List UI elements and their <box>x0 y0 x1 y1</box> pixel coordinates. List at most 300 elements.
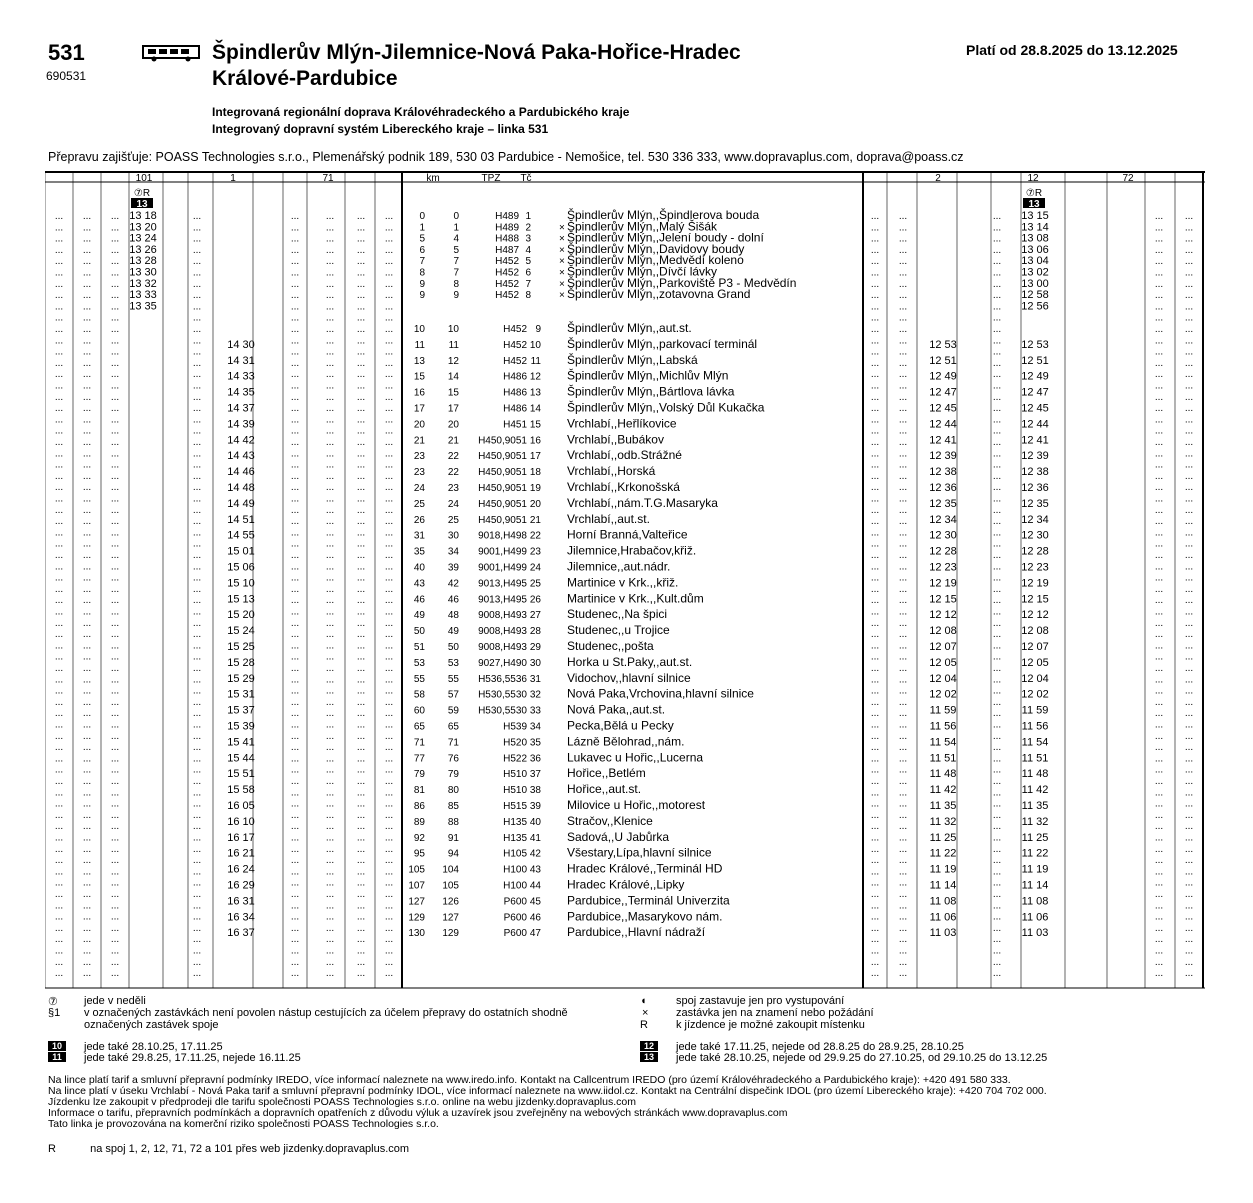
empty-cell-dots: ... <box>384 606 394 618</box>
empty-cell-dots: ... <box>992 708 1002 720</box>
empty-cell-dots: ... <box>110 889 120 900</box>
empty-cell-dots: ... <box>870 369 880 381</box>
footer-line1: Na lince platí tarif a smluvní přepravní podmínky IREDO, více informací naleznete na www.iredo.info. Kontakt na Callcentrum IREDO (pro území Královéhradeckého a Pardubického kraje): +420 491 580 333. <box>48 1074 1011 1086</box>
empty-cell-dots: ... <box>82 470 92 482</box>
empty-cell-dots: ... <box>54 809 64 821</box>
empty-cell-dots: ... <box>870 595 880 607</box>
stop-tpz: H100 <box>503 864 527 876</box>
empty-cell-dots: ... <box>82 889 92 900</box>
empty-cell-dots: ... <box>82 617 92 629</box>
time-12: 12 08 <box>1021 625 1049 638</box>
empty-cell-dots: ... <box>992 753 1002 765</box>
empty-cell-dots: ... <box>992 561 1002 573</box>
tpz-header: TPZ <box>481 173 501 184</box>
empty-cell-dots: ... <box>870 719 880 731</box>
empty-cell-dots: ... <box>356 934 366 946</box>
empty-cell-dots: ... <box>325 572 335 584</box>
empty-cell-dots: ... <box>54 583 64 595</box>
stop-name: Špindlerův Mlýn,,Medvědí koleno <box>567 253 744 268</box>
empty-cell-dots: ... <box>1184 843 1194 855</box>
empty-cell-dots: ... <box>54 414 64 426</box>
time-101: 13 30 <box>129 266 157 279</box>
empty-cell-dots: ... <box>1154 583 1164 595</box>
empty-cell-dots: ... <box>192 708 202 720</box>
empty-cell-dots: ... <box>898 809 908 821</box>
empty-cell-dots: ... <box>325 278 335 290</box>
stop-tc: 26 <box>529 594 541 606</box>
empty-cell-dots: ... <box>1184 312 1194 324</box>
empty-cell-dots: ... <box>192 448 202 460</box>
empty-cell-dots: ... <box>870 798 880 810</box>
empty-cell-dots: ... <box>54 448 64 460</box>
empty-cell-dots: ... <box>356 527 366 539</box>
stop-km1: 127 <box>408 896 425 908</box>
empty-cell-dots: ... <box>992 843 1002 855</box>
stop-name: Špindlerův Mlýn,,Dívčí lávky <box>567 264 718 279</box>
empty-cell-dots: ... <box>898 414 908 426</box>
empty-cell-dots: ... <box>898 572 908 584</box>
stop-tc: 13 <box>529 387 541 399</box>
empty-cell-dots: ... <box>898 459 908 471</box>
stop-tpz: 9027,H490 <box>478 657 527 669</box>
empty-cell-dots: ... <box>82 651 92 663</box>
empty-cell-dots: ... <box>1184 855 1194 867</box>
empty-cell-dots: ... <box>1154 233 1164 245</box>
time-1: 14 31 <box>227 354 255 367</box>
empty-cell-dots: ... <box>384 550 394 561</box>
empty-cell-dots: ... <box>1184 233 1194 245</box>
empty-cell-dots: ... <box>110 719 120 731</box>
time-2: 12 30 <box>929 529 957 542</box>
empty-cell-dots: ... <box>290 369 300 381</box>
empty-cell-dots: ... <box>870 380 880 392</box>
empty-cell-dots: ... <box>870 617 880 629</box>
empty-cell-dots: ... <box>54 301 64 313</box>
line-number: 531 <box>48 40 85 65</box>
empty-cell-dots: ... <box>54 629 64 641</box>
empty-cell-dots: ... <box>356 640 366 652</box>
empty-cell-dots: ... <box>290 764 300 776</box>
empty-cell-dots: ... <box>54 244 64 256</box>
empty-cell-dots: ... <box>325 448 335 460</box>
empty-cell-dots: ... <box>54 606 64 618</box>
empty-cell-dots: ... <box>1154 256 1164 268</box>
empty-cell-dots: ... <box>356 674 366 686</box>
empty-cell-dots: ... <box>870 244 880 256</box>
empty-cell-dots: ... <box>1184 211 1194 222</box>
request-stop-mark: × <box>559 267 565 279</box>
empty-cell-dots: ... <box>110 617 120 629</box>
empty-cell-dots: ... <box>870 832 880 844</box>
time-2: 11 03 <box>929 927 957 940</box>
empty-cell-dots: ... <box>898 922 908 934</box>
empty-cell-dots: ... <box>356 550 366 561</box>
empty-cell-dots: ... <box>1154 855 1164 867</box>
time-2: 12 49 <box>929 370 957 383</box>
empty-cell-dots: ... <box>110 742 120 754</box>
time-12: 12 47 <box>1021 386 1049 399</box>
empty-cell-dots: ... <box>54 267 64 279</box>
empty-cell-dots: ... <box>898 233 908 245</box>
empty-cell-dots: ... <box>325 696 335 708</box>
empty-cell-dots: ... <box>192 730 202 742</box>
stop-tc: 11 <box>530 355 541 367</box>
empty-cell-dots: ... <box>192 843 202 855</box>
stop-km1: 24 <box>413 483 425 494</box>
stop-km2: 88 <box>447 816 459 828</box>
empty-cell-dots: ... <box>992 968 1002 980</box>
empty-cell-dots: ... <box>54 233 64 245</box>
empty-cell-dots: ... <box>82 459 92 471</box>
stop-tpz: H510 <box>503 785 527 797</box>
empty-cell-dots: ... <box>192 685 202 697</box>
empty-cell-dots: ... <box>898 866 908 878</box>
empty-cell-dots: ... <box>356 448 366 460</box>
empty-cell-dots: ... <box>992 267 1002 279</box>
empty-cell-dots: ... <box>356 437 366 448</box>
empty-cell-dots: ... <box>82 244 92 256</box>
legend-r-text: k jízdence je možné zakoupit místenku <box>676 1019 865 1031</box>
stop-tpz: P600 <box>503 896 527 908</box>
empty-cell-dots: ... <box>192 516 202 528</box>
empty-cell-dots: ... <box>290 696 300 708</box>
empty-cell-dots: ... <box>325 425 335 437</box>
empty-cell-dots: ... <box>1184 922 1194 934</box>
stop-name: Špindlerův Mlýn,,Volský Důl Kukačka <box>567 400 765 415</box>
empty-cell-dots: ... <box>870 278 880 290</box>
empty-cell-dots: ... <box>54 527 64 539</box>
stop-tpz: H452 <box>503 339 527 351</box>
empty-cell-dots: ... <box>192 629 202 641</box>
empty-cell-dots: ... <box>82 922 92 934</box>
time-2: 12 12 <box>929 609 957 622</box>
empty-cell-dots: ... <box>325 889 335 900</box>
stop-km1: 77 <box>413 753 425 765</box>
empty-cell-dots: ... <box>54 561 64 573</box>
empty-cell-dots: ... <box>898 256 908 268</box>
time-12: 11 54 <box>1021 736 1049 749</box>
empty-cell-dots: ... <box>110 911 120 923</box>
empty-cell-dots: ... <box>325 324 335 335</box>
empty-cell-dots: ... <box>384 403 394 415</box>
stop-km2: 34 <box>447 546 459 558</box>
stop-name: Špindlerův Mlýn,,Davidovy boudy <box>567 241 745 256</box>
empty-cell-dots: ... <box>325 290 335 302</box>
empty-cell-dots: ... <box>356 696 366 708</box>
stop-km1: 60 <box>413 705 425 717</box>
stop-tpz: H536,5536 <box>478 673 527 685</box>
empty-cell-dots: ... <box>110 346 120 358</box>
stop-km2: 94 <box>447 848 459 860</box>
time-12: 12 34 <box>1021 513 1049 526</box>
empty-cell-dots: ... <box>290 674 300 686</box>
empty-cell-dots: ... <box>870 821 880 833</box>
empty-cell-dots: ... <box>992 324 1002 335</box>
stop-tc: 44 <box>529 880 541 892</box>
empty-cell-dots: ... <box>992 730 1002 742</box>
empty-cell-dots: ... <box>82 391 92 403</box>
empty-cell-dots: ... <box>870 346 880 358</box>
empty-cell-dots: ... <box>870 640 880 652</box>
empty-cell-dots: ... <box>870 312 880 324</box>
stop-name: Pardubice,,Terminál Univerzita <box>567 893 730 908</box>
request-stop-mark: × <box>559 256 565 268</box>
time-2: 11 51 <box>929 752 957 765</box>
stop-km2: 21 <box>447 435 459 447</box>
empty-cell-dots: ... <box>870 934 880 946</box>
empty-cell-dots: ... <box>1184 391 1194 403</box>
empty-cell-dots: ... <box>384 889 394 900</box>
time-12: 11 48 <box>1021 768 1049 781</box>
stop-name: Špindlerův Mlýn,,zotavovna Grand <box>567 287 751 302</box>
empty-cell-dots: ... <box>1184 459 1194 471</box>
time-101: 13 33 <box>129 289 157 302</box>
stop-tc: 36 <box>529 753 541 765</box>
empty-cell-dots: ... <box>290 414 300 426</box>
time-1: 16 17 <box>227 831 255 844</box>
time-1: 14 37 <box>227 402 255 415</box>
stop-name: Vrchlabí,,Bubákov <box>567 432 664 447</box>
empty-cell-dots: ... <box>356 425 366 437</box>
empty-cell-dots: ... <box>192 934 202 946</box>
empty-cell-dots: ... <box>898 730 908 742</box>
empty-cell-dots: ... <box>54 685 64 697</box>
empty-cell-dots: ... <box>1154 606 1164 618</box>
empty-cell-dots: ... <box>54 956 64 968</box>
empty-cell-dots: ... <box>898 211 908 222</box>
time-2: 12 15 <box>929 593 957 606</box>
stop-km2: 42 <box>447 578 459 590</box>
empty-cell-dots: ... <box>898 934 908 946</box>
time-12: 12 19 <box>1021 577 1049 590</box>
empty-cell-dots: ... <box>110 595 120 607</box>
time-1: 15 31 <box>227 688 255 701</box>
trip-header-101: 101 <box>135 173 153 184</box>
stop-name: Milovice u Hořic,,motorest <box>567 798 706 812</box>
empty-cell-dots: ... <box>384 708 394 720</box>
empty-cell-dots: ... <box>325 945 335 957</box>
empty-cell-dots: ... <box>992 493 1002 505</box>
empty-cell-dots: ... <box>110 764 120 776</box>
empty-cell-dots: ... <box>192 787 202 799</box>
empty-cell-dots: ... <box>384 809 394 821</box>
empty-cell-dots: ... <box>110 572 120 584</box>
empty-cell-dots: ... <box>325 595 335 607</box>
integration-line2: Integrovaný dopravní systém Libereckého kraje – linka 531 <box>212 122 549 136</box>
stop-km2: 17 <box>447 403 459 415</box>
time-1: 15 24 <box>227 625 255 638</box>
empty-cell-dots: ... <box>1184 945 1194 957</box>
empty-cell-dots: ... <box>1154 312 1164 324</box>
empty-cell-dots: ... <box>110 832 120 844</box>
integration-info <box>212 104 629 138</box>
time-101: 13 32 <box>129 277 157 290</box>
note-13-text: jede také 28.10.25, nejede od 29.9.25 do 27.10.25, od 29.10.25 do 13.12.25 <box>676 1052 1048 1064</box>
time-12: 11 59 <box>1021 704 1049 717</box>
empty-cell-dots: ... <box>898 448 908 460</box>
empty-cell-dots: ... <box>110 855 120 867</box>
stop-tpz: H452 <box>495 267 519 279</box>
empty-cell-dots: ... <box>384 380 394 392</box>
empty-cell-dots: ... <box>290 911 300 923</box>
route-title <box>212 40 852 92</box>
empty-cell-dots: ... <box>384 583 394 595</box>
empty-cell-dots: ... <box>356 369 366 381</box>
empty-cell-dots: ... <box>384 301 394 313</box>
empty-cell-dots: ... <box>356 470 366 482</box>
empty-cell-dots: ... <box>384 798 394 810</box>
stop-name: Studenec,,u Trojice <box>567 623 670 638</box>
stop-km1: 107 <box>408 880 425 892</box>
empty-cell-dots: ... <box>110 357 120 369</box>
empty-cell-dots: ... <box>82 256 92 268</box>
empty-cell-dots: ... <box>290 391 300 403</box>
legend-sun-text: jede v neděli <box>84 995 146 1007</box>
time-1: 16 21 <box>227 847 255 860</box>
empty-cell-dots: ... <box>1184 934 1194 946</box>
empty-cell-dots: ... <box>325 832 335 844</box>
stop-km1: 9 <box>419 278 425 290</box>
empty-cell-dots: ... <box>192 595 202 607</box>
empty-cell-dots: ... <box>110 482 120 494</box>
empty-cell-dots: ... <box>54 369 64 381</box>
empty-cell-dots: ... <box>54 516 64 528</box>
empty-cell-dots: ... <box>192 776 202 787</box>
empty-cell-dots: ... <box>1154 945 1164 957</box>
empty-cell-dots: ... <box>110 278 120 290</box>
empty-cell-dots: ... <box>192 403 202 415</box>
empty-cell-dots: ... <box>325 550 335 561</box>
empty-cell-dots: ... <box>870 403 880 415</box>
empty-cell-dots: ... <box>992 504 1002 516</box>
empty-cell-dots: ... <box>1184 956 1194 968</box>
empty-cell-dots: ... <box>192 278 202 290</box>
empty-cell-dots: ... <box>1154 391 1164 403</box>
reservation-note-text: na spoj 1, 2, 12, 71, 72 a 101 přes web jizdenky.dopravaplus.com <box>90 1143 410 1155</box>
empty-cell-dots: ... <box>870 730 880 742</box>
empty-cell-dots: ... <box>192 256 202 268</box>
empty-cell-dots: ... <box>110 583 120 595</box>
empty-cell-dots: ... <box>1184 708 1194 720</box>
empty-cell-dots: ... <box>192 244 202 256</box>
time-2: 12 38 <box>929 466 957 479</box>
stop-km1: 53 <box>413 657 425 669</box>
empty-cell-dots: ... <box>1154 561 1164 573</box>
footer-line5: Tato linka je provozována na komerční riziko společnosti POASS Technologies s.r.o. <box>48 1118 439 1130</box>
empty-cell-dots: ... <box>898 956 908 968</box>
empty-cell-dots: ... <box>192 301 202 313</box>
stop-km1: 79 <box>413 769 425 781</box>
empty-cell-dots: ... <box>54 595 64 607</box>
empty-cell-dots: ... <box>54 403 64 415</box>
stop-tc: 29 <box>529 642 541 653</box>
empty-cell-dots: ... <box>325 855 335 867</box>
stop-tpz: 9018,H498 <box>478 530 527 542</box>
empty-cell-dots: ... <box>992 538 1002 550</box>
empty-cell-dots: ... <box>82 606 92 618</box>
empty-cell-dots: ... <box>992 922 1002 934</box>
empty-cell-dots: ... <box>356 459 366 471</box>
empty-cell-dots: ... <box>110 516 120 528</box>
stop-km2: 0 <box>453 211 459 222</box>
empty-cell-dots: ... <box>384 843 394 855</box>
empty-cell-dots: ... <box>870 459 880 471</box>
empty-cell-dots: ... <box>992 742 1002 754</box>
time-2: 12 04 <box>929 672 957 685</box>
empty-cell-dots: ... <box>325 233 335 245</box>
empty-cell-dots: ... <box>356 414 366 426</box>
stop-tpz: H488 <box>495 233 519 245</box>
stop-name: Jilemnice,Hrabačov,křiž. <box>567 543 697 558</box>
empty-cell-dots: ... <box>192 482 202 494</box>
empty-cell-dots: ... <box>1154 369 1164 381</box>
time-12: 11 51 <box>1021 752 1049 765</box>
empty-cell-dots: ... <box>192 561 202 573</box>
empty-cell-dots: ... <box>384 346 394 358</box>
empty-cell-dots: ... <box>1154 674 1164 686</box>
empty-cell-dots: ... <box>290 346 300 358</box>
stop-tc: 40 <box>529 816 541 828</box>
stop-km2: 30 <box>447 530 459 542</box>
empty-cell-dots: ... <box>1184 753 1194 765</box>
empty-cell-dots: ... <box>1184 572 1194 584</box>
empty-cell-dots: ... <box>110 809 120 821</box>
time-12: 12 02 <box>1021 688 1049 701</box>
stop-km2: 22 <box>447 451 459 463</box>
empty-cell-dots: ... <box>356 753 366 765</box>
stop-tc: 23 <box>529 546 541 558</box>
empty-cell-dots: ... <box>82 527 92 539</box>
empty-cell-dots: ... <box>54 357 64 369</box>
stop-tc: 39 <box>529 801 541 812</box>
empty-cell-dots: ... <box>110 538 120 550</box>
empty-cell-dots: ... <box>290 640 300 652</box>
empty-cell-dots: ... <box>290 561 300 573</box>
empty-cell-dots: ... <box>384 685 394 697</box>
empty-cell-dots: ... <box>192 357 202 369</box>
empty-cell-dots: ... <box>898 877 908 889</box>
empty-cell-dots: ... <box>1184 301 1194 313</box>
stop-tc: 30 <box>529 657 541 669</box>
stop-tc: 17 <box>529 451 541 463</box>
empty-cell-dots: ... <box>898 696 908 708</box>
stop-km1: 51 <box>413 642 425 653</box>
empty-cell-dots: ... <box>384 900 394 912</box>
stop-tc: 32 <box>529 689 541 701</box>
stop-tpz: P600 <box>503 928 527 940</box>
empty-cell-dots: ... <box>82 674 92 686</box>
empty-cell-dots: ... <box>356 685 366 697</box>
time-12: 12 39 <box>1021 450 1049 463</box>
empty-cell-dots: ... <box>54 482 64 494</box>
empty-cell-dots: ... <box>325 504 335 516</box>
empty-cell-dots: ... <box>290 685 300 697</box>
empty-cell-dots: ... <box>384 256 394 268</box>
note-10-text: jede také 28.10.25, 17.11.25 <box>84 1041 223 1053</box>
empty-cell-dots: ... <box>325 742 335 754</box>
time-1: 14 51 <box>227 513 255 526</box>
empty-cell-dots: ... <box>898 595 908 607</box>
empty-cell-dots: ... <box>992 482 1002 494</box>
empty-cell-dots: ... <box>384 267 394 279</box>
stop-tpz: H510 <box>503 769 527 781</box>
stop-km1: 9 <box>419 290 425 302</box>
stop-name: Špindlerův Mlýn,,Malý Šišák <box>567 219 718 234</box>
time-1: 14 55 <box>227 529 255 542</box>
empty-cell-dots: ... <box>82 663 92 674</box>
time-1: 15 28 <box>227 656 255 669</box>
empty-cell-dots: ... <box>1154 776 1164 787</box>
